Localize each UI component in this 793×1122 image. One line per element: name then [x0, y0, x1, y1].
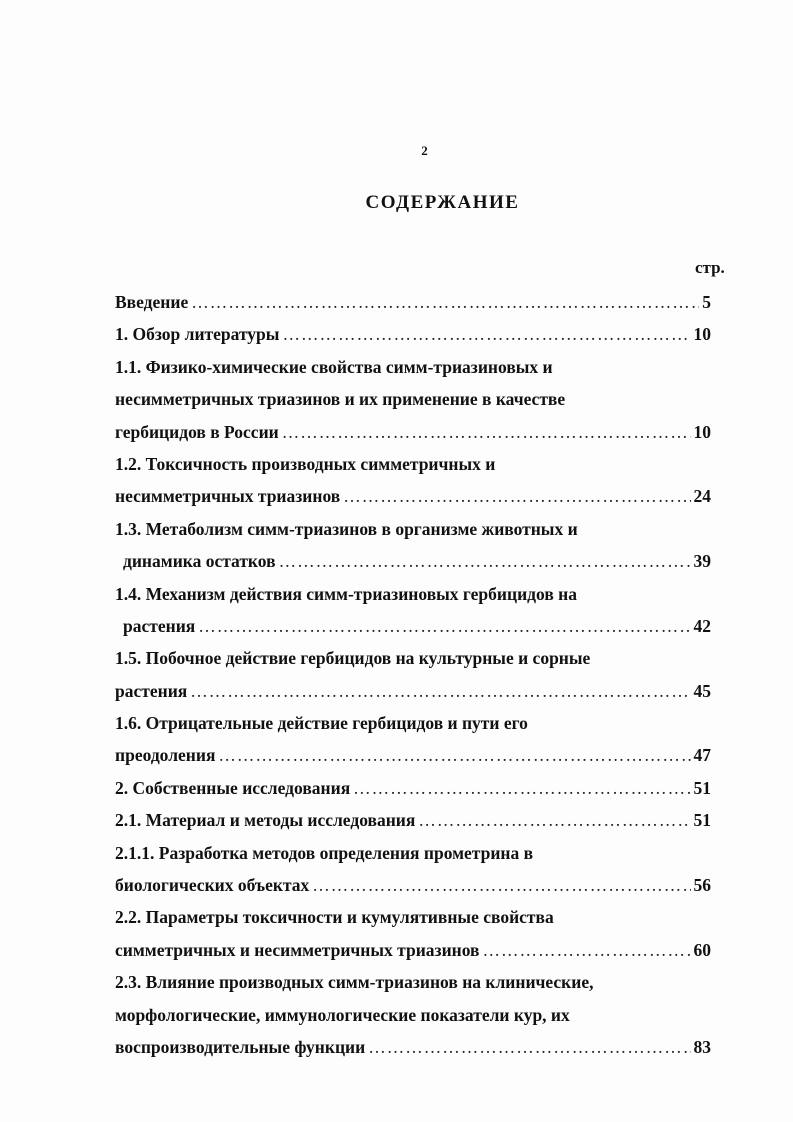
toc-entry-text: морфологические, иммунологические показатели кур, их: [115, 1004, 570, 1025]
table-of-contents: [115, 288, 711, 1065]
toc-entry-text: 2.3. Влияние производных симм-триазинов на клинические,: [115, 972, 594, 993]
toc-line: [115, 580, 711, 612]
toc-entry-text: несимметричных триазинов и их применение в качестве: [115, 389, 566, 410]
toc-line: [115, 385, 711, 417]
dot-leader: [191, 288, 699, 316]
toc-entry: [115, 741, 711, 773]
dot-leader: [282, 418, 691, 446]
toc-entry: [115, 871, 711, 903]
toc-entry: [115, 288, 711, 320]
toc-line: [115, 709, 711, 741]
toc-entry-text: 1.3. Метаболизм симм-триазинов в организме животных и: [115, 518, 578, 539]
toc-line: [115, 968, 711, 1000]
toc-line: [115, 515, 711, 547]
toc-entry-text: 1. Обзор литературы: [115, 324, 280, 345]
dot-leader: [279, 547, 691, 575]
toc-line: [115, 1001, 711, 1033]
toc-entry-text: несимметричных триазинов: [115, 486, 341, 507]
toc-entry-page: 39: [693, 551, 711, 572]
toc-entry-text: симметричных и несимметричных триазинов: [115, 939, 480, 960]
toc-entry-text: 1.6. Отрицательные действие гербицидов и пути его: [115, 713, 528, 734]
dot-leader: [190, 677, 690, 705]
dot-leader: [483, 936, 691, 964]
toc-entry-text: преодоления: [115, 745, 216, 766]
toc-entry-text: 2. Собственные исследования: [115, 777, 351, 798]
toc-entry-text: 1.2. Токсичность производных симметричных и: [115, 453, 496, 474]
dot-leader: [218, 741, 690, 769]
toc-entry: [115, 418, 711, 450]
page-number: 2: [421, 143, 428, 158]
dot-leader: [343, 482, 690, 510]
toc-entry-page: 42: [693, 615, 711, 636]
toc-entry-text: 1.1. Физико-химические свойства симм-триазиновых и: [115, 356, 553, 377]
toc-entry-text: 2.1.1. Разработка методов определения прометрина в: [115, 842, 534, 863]
toc-entry-page: 83: [693, 1036, 711, 1057]
toc-entry-text: 2.2. Параметры токсичности и кумулятивные свойства: [115, 907, 554, 928]
toc-entry: [115, 774, 711, 806]
toc-entry: [115, 1033, 711, 1065]
page-column-header: стр.: [695, 258, 725, 277]
toc-entry: [115, 677, 711, 709]
toc-entry-text: гербицидов в России: [115, 421, 279, 442]
toc-line: [115, 644, 711, 676]
toc-entry-text: динамика остатков: [123, 551, 276, 572]
dot-leader: [198, 612, 690, 640]
toc-entry-text: растения: [115, 680, 188, 701]
toc-entry: [115, 320, 711, 352]
toc-entry-page: 5: [702, 292, 711, 312]
toc-entry-text: 2.1. Материал и методы исследования: [115, 810, 416, 831]
page-title: СОДЕРЖАНИЕ: [365, 192, 520, 213]
toc-entry-page: 47: [693, 745, 711, 766]
toc-entry: [115, 806, 711, 838]
toc-entry-text: 1.5. Побочное действие гербицидов на культурные и сорные: [115, 648, 591, 669]
dot-leader: [368, 1033, 690, 1061]
dot-leader: [418, 806, 690, 834]
toc-entry-page: 45: [693, 680, 711, 701]
toc-entry-page: 10: [693, 324, 711, 345]
toc-entry: [115, 547, 711, 579]
dot-leader: [353, 774, 690, 802]
toc-entry: [115, 936, 711, 968]
toc-entry-text: растения: [123, 615, 196, 636]
toc-entry-text: биологических объектах: [115, 875, 310, 896]
toc-entry-text: 1.4. Механизм действия симм-триазиновых гербицидов на: [115, 583, 577, 604]
toc-entry-page: 10: [693, 421, 711, 442]
toc-entry-page: 56: [693, 875, 711, 896]
dot-leader: [312, 871, 690, 899]
toc-entry: [115, 612, 711, 644]
dot-leader: [282, 320, 690, 348]
toc-line: [115, 450, 711, 482]
toc-entry-page: 60: [693, 939, 711, 960]
toc-line: [115, 839, 711, 871]
toc-line: [115, 353, 711, 385]
toc-line: [115, 903, 711, 935]
toc-entry-page: 24: [693, 486, 711, 507]
toc-entry-page: 51: [693, 810, 711, 831]
toc-entry-text: Введение: [115, 292, 189, 312]
toc-entry-text: воспроизводительные функции: [115, 1036, 366, 1057]
toc-entry: [115, 482, 711, 514]
toc-entry-page: 51: [693, 777, 711, 798]
